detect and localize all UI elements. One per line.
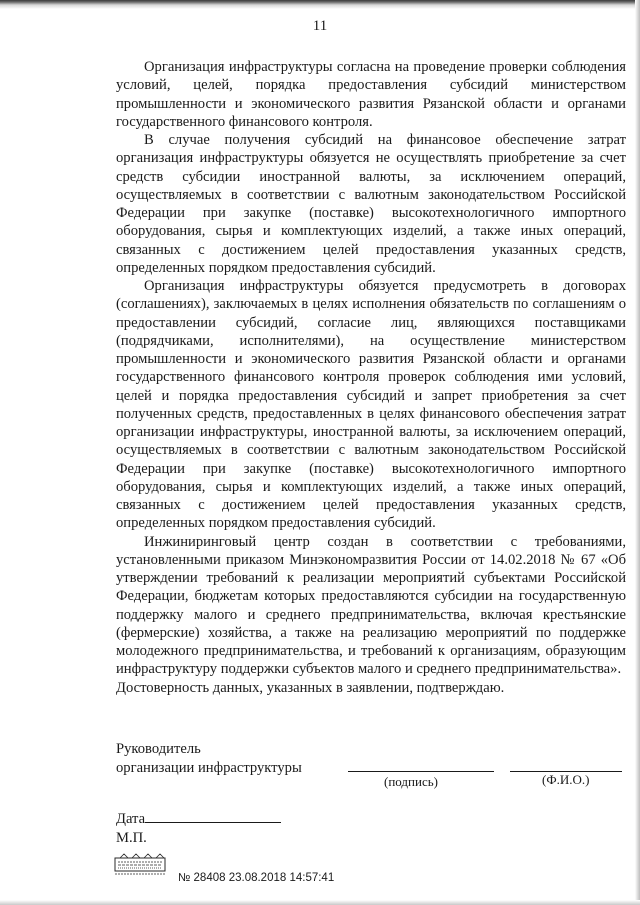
scan-edge-top [0,0,640,10]
paragraph-contracts-obligation: Организация инфраструктуры обязуется предусмотреть в договорах (соглашениях), заключаемых в целях исполнения обязательств по соглашениям о предоставлении субсидий, согласие лиц, являющихся поставщиками (подрядчиками, исполнителями), на осуществление министерством промышленности и экономического развития Рязанской области и органами государственного финансового контроля проверок соблюдения ими условий, целей и порядка предоставления субсидий и запрет приобретения за счет полученных средств, предоставленных в целях финансового обеспечения затрат организации инфраструктуры, иностранной валюты, за исключением операций, осуществляемых в соответствии с валютным законодательством Российской Федерации при закупке (поставке) высокотехнологичного импортного оборудования, сырья и комплектующих изделий, а также иных операций, связанных с достижением целей предоставления указанных средств, определенных порядком предоставления субсидий. [116,278,626,532]
date-label: Дата [116,811,146,827]
seal-label: М.П. [116,829,147,846]
scan-edge-bottom [0,900,640,905]
registration-number: № 28408 23.08.2018 14:57:41 [178,872,335,884]
date-line [145,810,281,823]
signatory-title [116,740,302,777]
signature-line [348,771,494,772]
signature-caption: (подпись) [384,774,438,789]
page-number: 11 [312,18,328,34]
signatory-title-line2: организации инфраструктуры [116,759,302,776]
paragraph-inspection-consent: Организация инфраструктуры согласна на проведение проверки соблюдения условий, целей, порядка предоставления субсидий министерством промышленности и экономического развития Рязанской области и органами государственного финансового контроля. [116,59,626,130]
scan-edge-right [635,0,640,905]
paragraph-currency-obligation: В случае получения субсидий на финансовое обеспечение затрат организация инфраструктуры обязуется не осуществлять приобретение за счет средств субсидии иностранной валюты, за исключением операций, осуществляемых в соответствии с валютным законодательством Российской Федерации при закупке (поставке) высокотехнологичного импортного оборудования, сырья и комплектующих изделий, а также иных операций, связанных с достижением целей предоставления указанных средств, определенных порядком предоставления субсидий. [116,132,626,276]
registration-stamp-icon [114,852,166,878]
paragraph-engineering-center: Инжиниринговый центр создан в соответствии с требованиями, установленными приказом Минэкономразвития России от 14.02.2018 № 67 «Об утверждении требований к реализации мероприятий субъектами Российской Федерации, бюджетам которых предоставляются субсидии на государственную поддержку малого и среднего предпринимательства, включая крестьянские (фермерские) хозяйства, а также на реализацию мероприятий по поддержке молодежного предпринимательства, и требований к организациям, образующим инфраструктуру поддержки субъектов малого и среднего предпринимательства». [116,533,626,678]
name-caption: (Ф.И.О.) [542,772,590,787]
document-body [116,58,626,697]
date-block [116,810,281,847]
paragraph-confirmation: Достоверность данных, указанных в заявлении, подтверждаю. [116,679,505,696]
signatory-title-line1: Руководитель [116,741,201,757]
date-row [116,810,281,829]
